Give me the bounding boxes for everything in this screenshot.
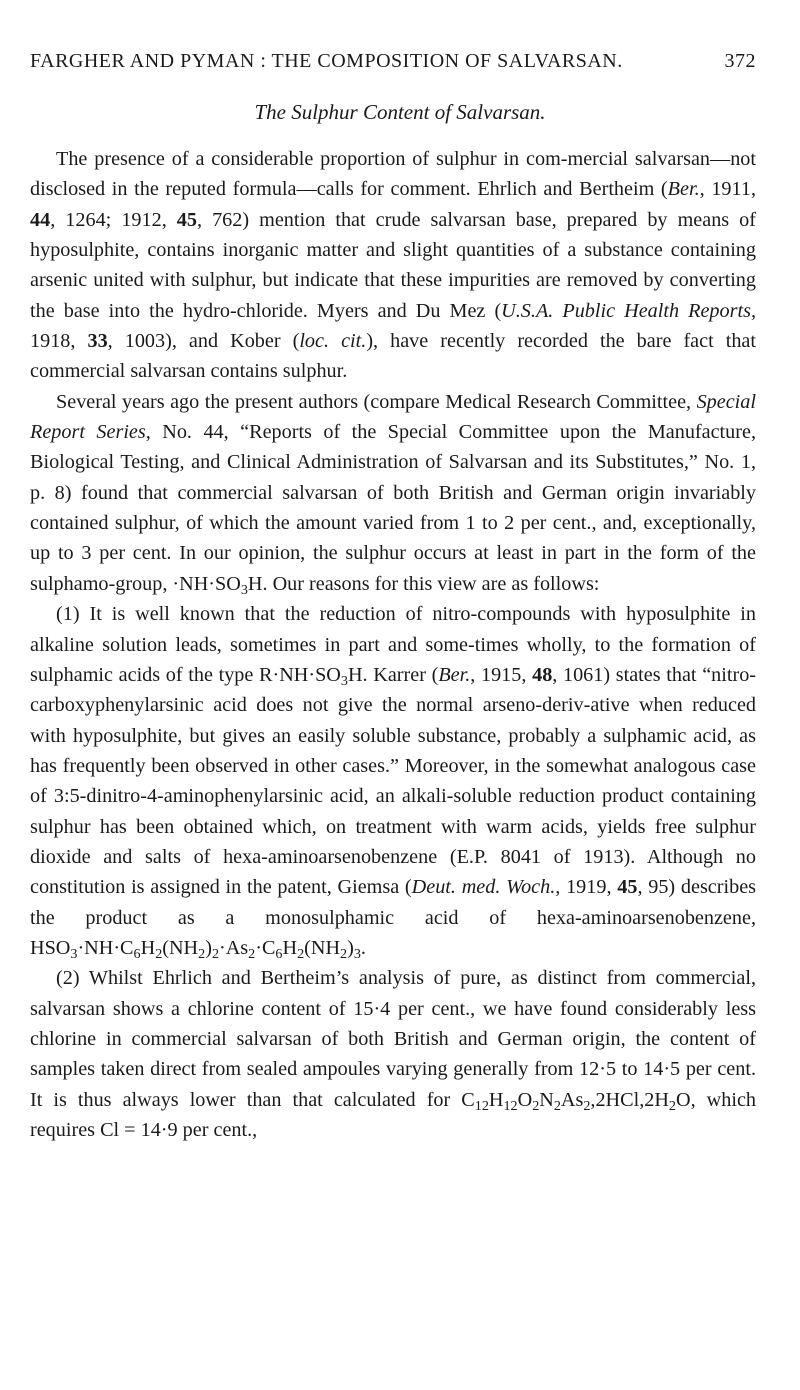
- paragraph-reason-1: (1) It is well known that the reduction of nitro-compounds with hyposulphite in alkaline solution leads, sometimes in part and some-times wholly, to the formation of sulphamic acids of the type $R\cdot NH\cdot SO_3H$. Karrer (Ber., 1915, 48, 1061) states that “nitro-carboxyphenylarsinic acid does not give the normal arseno-deriv-ative when reduced with hyposulphite, but gives an easily soluble substance, probably a sulphamic acid, as has frequently been observed in other cases.” Moreover, in the somewhat analogous case of 3:5-dinitro-4-aminophenylarsinic acid, an alkali-soluble reduction product containing sulphur has been obtained which, on treatment with warm acids, yields free sulphur dioxide and salts of hexa-aminoarsenobenzene (E.P. 8041 of 1913). Although no constitution is assigned in the patent, Giemsa (Deut. med. Woch., 1919, 45, 95) describes the product as a monosulphamic acid of hexa-aminoarsenobenzene, $HSO_3\cdot NH\cdot C_6H_2(NH_2)_2\cdot As_2\cdot C_6H_2(NH_2)_3$.: [30, 603, 757, 963]
- section-title: The Sulphur Content of Salvarsan.: [254, 100, 546, 124]
- running-title: FARGHER AND PYMAN : THE COMPOSITION OF SALVARSAN.: [30, 50, 623, 72]
- paragraph-present-authors: Several years ago the present authors (compare Medical Research Committee, Special Report Series, No. 44, “Reports of the Special Committee upon the Manufacture, Biological Testing, and Clinical Administration of Salvarsan and its Substitutes,” No. 1, p. 8) found that commercial salvarsan of both British and German origin invariably contained sulphur, of which the amount varied from 1 to 2 per cent., and, exceptionally, up to 3 per cent. In our opinion, the sulphur occurs at least in part in the form of the sulphamo-group, $\cdot NH\cdot SO_3H$. Our reasons for this view are as follows:: [30, 390, 756, 599]
- page-number: 372: [724, 50, 756, 72]
- article-body: [30, 144, 756, 1145]
- running-head: [30, 50, 756, 73]
- paragraph-sulphur-intro: The presence of a considerable proportion of sulphur in com-mercial salvarsan—not disclosed in the reputed formula—calls for comment. Ehrlich and Bertheim (Ber., 1911, 44, 1264; 1912, 45, 762) mention that crude salvarsan base, prepared by means of hyposulphite, contains inorganic matter and slight quantities of a substance containing arsenic united with sulphur, but indicate that these impurities are removed by converting the base into the hydro-chloride. Myers and Du Mez (U.S.A. Public Health Reports, 1918, 33, 1003), and Kober (loc. cit.), have recently recorded the bare fact that commercial salvarsan contains sulphur.: [30, 148, 757, 383]
- paragraph-reason-2: (2) Whilst Ehrlich and Bertheim’s analysis of pure, as distinct from commercial, salvarsan shows a chlorine content of 15·4 per cent., we have found considerably less chlorine in commercial salvarsan of both British and German origin, the content of samples taken direct from sealed ampoules varying generally from 12·5 to 14·5 per cent. It is thus always lower than that calculated for $C_{12}H_{12}O_2N_2As_2,2HCl,2H_2O$, which requires Cl = 14·9 per cent.,: [30, 967, 756, 1141]
